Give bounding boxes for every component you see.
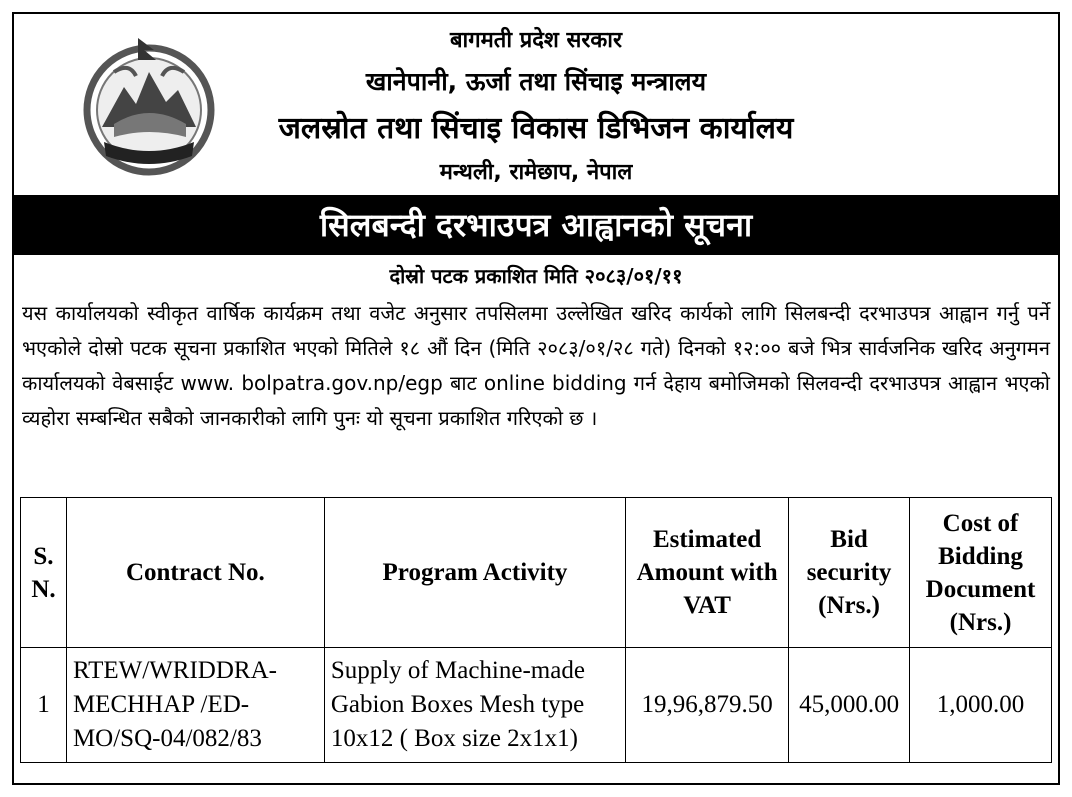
bid-table xyxy=(20,497,1052,763)
publish-date-line: दोस्रो पटक प्रकाशित मिति २०८३/०१/११ xyxy=(389,264,683,288)
notice-frame xyxy=(12,12,1060,785)
cell-bidding-doc-cost: 1,000.00 xyxy=(910,648,1052,763)
cell-contract-no: RTEW/WRIDDRA-MECHHAP /ED-MO/SQ-04/082/83 xyxy=(66,648,324,763)
header-government: बागमती प्रदेश सरकार xyxy=(450,28,622,53)
header-contract-no: Contract No. xyxy=(66,498,324,648)
table-header-row xyxy=(21,498,1052,648)
header-program-activity: Program Activity xyxy=(324,498,625,648)
cell-sn: 1 xyxy=(21,648,67,763)
header-address: मन्थली, रामेछाप, नेपाल xyxy=(439,160,633,185)
header-bid-security: Bid security (Nrs.) xyxy=(789,498,910,648)
notice-paragraph: यस कार्यालयको स्वीकृत वार्षिक कार्यक्रम तथा वजेट अनुसार तपसिलमा उल्लेखित खरिद कार्यको लागि सिलबन्दी दरभाउपत्र आह्वान गर्नु पर्ने भएकोले दोस्रो पटक सूचना प्रकाशित भएको मितिले १८ औं दिन (मिति २०८३/०१/२८ गते) दिनको १२:०० बजे भित्र सार्वजनिक खरिद अनुगमन कार्यालयको वेबसाईट www. bolpatra.gov.np/egp बाट online bidding गर्न देहाय बमोजिमको सिलवन्दी दरभाउपत्र आह्वान भएको व्यहोरा सम्बन्धित सबैको जानकारीको लागि पुनः यो सूचना प्रकाशित गरिएको छ । xyxy=(22,301,1050,430)
cell-program-activity: Supply of Machine-made Gabion Boxes Mesh type 10x12 ( Box size 2x1x1) xyxy=(324,648,625,763)
notice-header xyxy=(14,14,1058,194)
header-estimated-amount: Estimated Amount with VAT xyxy=(626,498,789,648)
notice-title-banner: सिलबन्दी दरभाउपत्र आह्वानको सूचना xyxy=(14,195,1058,255)
header-sn: S. N. xyxy=(21,498,67,648)
header-office: जलस्रोत तथा सिंचाइ विकास डिभिजन कार्यालय xyxy=(278,111,794,146)
header-ministry: खानेपानी, ऊर्जा तथा सिंचाइ मन्त्रालय xyxy=(365,67,707,96)
table-row xyxy=(21,648,1052,763)
header-bidding-doc-cost: Cost of Bidding Document (Nrs.) xyxy=(910,498,1052,648)
cell-estimated-amount: 19,96,879.50 xyxy=(626,648,789,763)
cell-bid-security: 45,000.00 xyxy=(789,648,910,763)
